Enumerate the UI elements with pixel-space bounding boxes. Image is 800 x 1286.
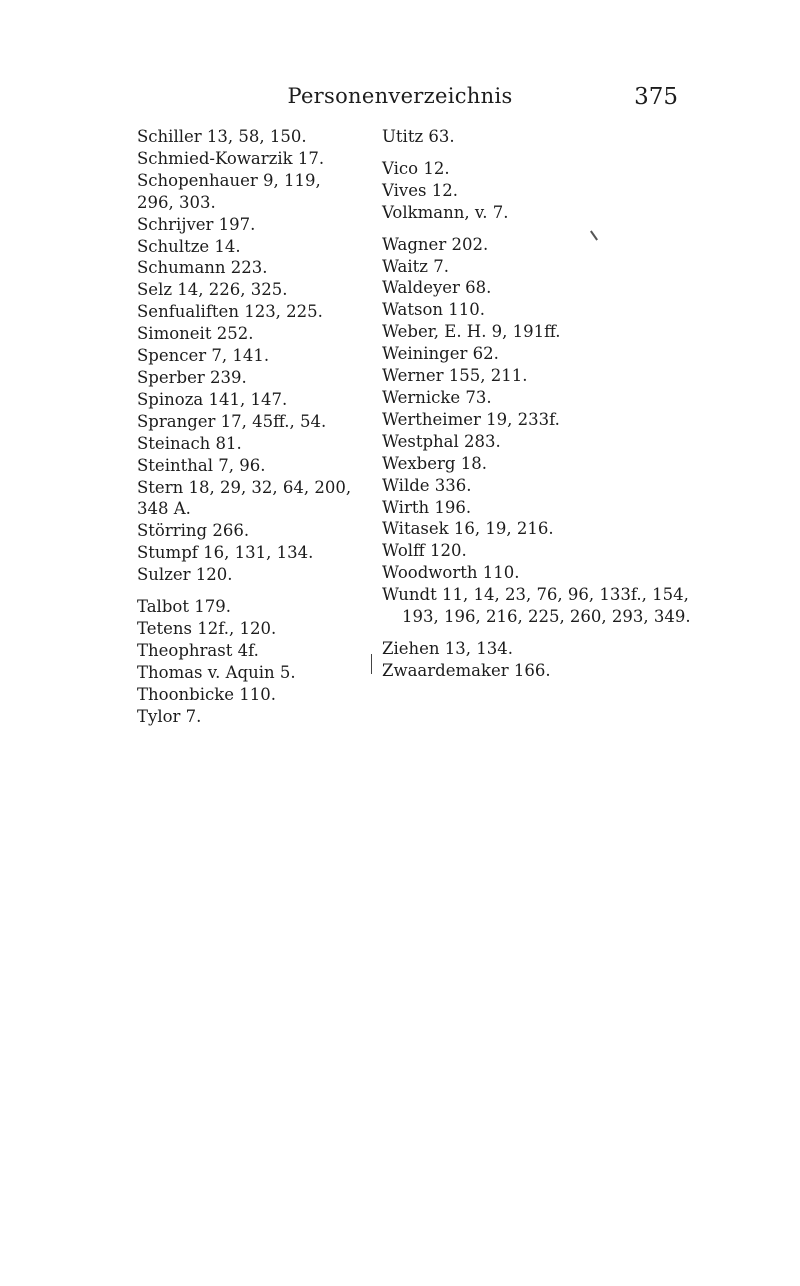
index-entry: Werner 155, 211.	[382, 366, 528, 386]
page-number: 375	[634, 84, 678, 110]
index-group-t	[137, 596, 357, 727]
index-entry: Störring 266.	[137, 521, 250, 541]
index-entry: Waldeyer 68.	[382, 278, 492, 298]
index-entry: Weber, E. H. 9, 191ff.	[382, 322, 561, 342]
index-entry: Thomas v. Aquin 5.	[137, 662, 296, 682]
running-title: Personenverzeichnis	[287, 84, 513, 108]
group-spacer	[382, 148, 722, 158]
index-entry: Witasek 16, 19, 216.	[382, 519, 554, 539]
index-column-left	[137, 126, 357, 727]
index-entry: Tetens 12f., 120.	[137, 618, 277, 638]
index-entry: Zwaardemaker 166.	[382, 660, 551, 680]
index-entry: Thoonbicke 110.	[137, 684, 276, 704]
group-spacer	[382, 628, 722, 638]
index-entry: Wagner 202.	[382, 234, 489, 254]
column-divider	[371, 654, 372, 674]
index-entry: Schiller 13, 58, 150.	[137, 127, 307, 146]
index-entry: Wernicke 73.	[382, 387, 492, 407]
index-entry: Stern 18, 29, 32, 64, 200, 348 A.	[137, 477, 352, 519]
index-entry: Tylor 7.	[137, 706, 202, 726]
index-entry: Theophrast 4f.	[137, 640, 259, 660]
index-entry: Vives 12.	[382, 180, 458, 200]
index-entry: Volkmann, v. 7.	[382, 202, 509, 222]
index-entry: Schumann 223.	[137, 258, 268, 278]
index-entry: Westphal 283.	[382, 431, 501, 451]
index-entry: Wolff 120.	[382, 541, 467, 561]
index-entry-wundt: Wundt 11, 14, 23, 76, 96, 133f., 154,	[382, 585, 689, 605]
index-group-s	[137, 126, 357, 586]
index-group-v	[382, 158, 722, 224]
index-entry: Wertheimer 19, 233f.	[382, 409, 560, 429]
index-entry: Spranger 17, 45ff., 54.	[137, 411, 327, 431]
index-column-right	[382, 126, 722, 682]
index-entry: Schmied-Kowarzik 17.	[137, 148, 325, 168]
index-entry: Vico 12.	[382, 158, 450, 178]
index-entry: Senfualiften 123, 225.	[137, 302, 323, 322]
index-entry: Simoneit 252.	[137, 324, 254, 344]
group-spacer	[382, 224, 722, 234]
index-group-z	[382, 638, 722, 682]
index-group-w	[382, 234, 722, 628]
index-entry: Schrijver 197.	[137, 214, 256, 234]
index-entry: Utitz 63.	[382, 127, 455, 146]
index-entry: Watson 110.	[382, 300, 486, 320]
page-header	[0, 84, 800, 114]
index-entry: Wirth 196.	[382, 497, 472, 517]
index-entry: Spencer 7, 141.	[137, 346, 270, 366]
index-entry: Sulzer 120.	[137, 565, 233, 585]
index-entry: Wilde 336.	[382, 475, 472, 495]
index-entry: Schultze 14.	[137, 236, 241, 256]
index-entry: Woodworth 110.	[382, 563, 520, 583]
index-entry: Stumpf 16, 131, 134.	[137, 543, 314, 563]
index-entry: Selz 14, 226, 325.	[137, 280, 288, 300]
index-entry: Sperber 239.	[137, 367, 247, 387]
index-entry: Steinach 81.	[137, 433, 242, 453]
group-spacer	[137, 586, 357, 596]
index-entry: Ziehen 13, 134.	[382, 638, 513, 658]
index-entry-wundt-continuation: 193, 196, 216, 225, 260, 293, 349.	[402, 607, 691, 627]
index-entry: Spinoza 141, 147.	[137, 389, 288, 409]
index-group-u	[382, 126, 722, 148]
index-entry: Talbot 179.	[137, 597, 231, 617]
index-entry: Steinthal 7, 96.	[137, 455, 266, 475]
index-entry: Weininger 62.	[382, 344, 499, 364]
index-entry: Wexberg 18.	[382, 453, 487, 473]
index-entry: Schopenhauer 9, 119, 296, 303.	[137, 170, 321, 212]
index-entry: Waitz 7.	[382, 256, 449, 276]
